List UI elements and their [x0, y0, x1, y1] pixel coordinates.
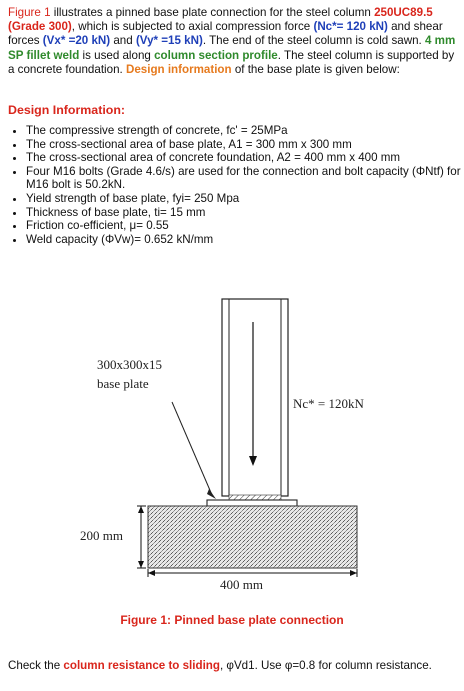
width-label: 400 mm	[220, 577, 263, 592]
list-item: • Four M16 bolts (Grade 4.6/s) are used for the connection and bolt capacity (ΦNtf) for M16 bolt is 50.2kN.	[26, 165, 464, 192]
intro-text-2: , which is subjected to axial compression force	[71, 20, 314, 34]
list-item: • Yield strength of base plate, fyi= 250 Mpa	[26, 192, 464, 206]
design-info-list	[8, 124, 464, 246]
section-profile: column section profile	[154, 48, 278, 62]
intro-text-4: and	[110, 34, 136, 48]
base-plate-diagram	[0, 292, 464, 612]
design-info-heading: Design Information:	[8, 103, 126, 117]
base-plate	[207, 500, 297, 506]
intro-text-7: . The steel column is supported by a concrete foundation.	[8, 48, 455, 76]
figure-reference: Figure 1	[8, 6, 51, 19]
list-item: • The cross-sectional area of base plate, A1 = 300 mm x 300 mm	[26, 138, 464, 152]
figure-caption: Figure 1: Pinned base plate connection	[120, 613, 344, 627]
shear-y-value: (Vy* =15 kN)	[135, 34, 203, 48]
force-label: Nc* = 120kN	[293, 396, 364, 411]
intro-text-1: illustrates a pinned base plate connection for the steel column	[50, 6, 375, 19]
intro-text-6: is used along	[79, 48, 155, 62]
height-dimension	[137, 506, 146, 568]
question-highlight: column resistance to sliding	[63, 659, 220, 672]
axial-force-value: (Nc*= 120 kN)	[313, 20, 388, 34]
question-text	[8, 659, 456, 673]
weld-description: 4 mm SP fillet weld	[8, 34, 456, 62]
list-item: • The cross-sectional area of concrete foundation, A2 = 400 mm x 400 mm	[26, 151, 464, 165]
concrete-foundation	[148, 506, 357, 568]
list-item: • Thickness of base plate, ti= 15 mm	[26, 206, 464, 220]
steel-column	[222, 299, 288, 496]
shear-x-value: (Vx* =20 kN)	[42, 34, 111, 48]
intro-text-8: of the base plate is given below:	[231, 62, 400, 76]
plate-label-line1: 300x300x15	[97, 357, 162, 372]
width-dimension	[148, 569, 357, 577]
height-label: 200 mm	[80, 528, 123, 543]
intro-text-3: and shear forces	[8, 20, 443, 48]
list-item: • Weld capacity (ΦVw)= 0.652 kN/mm	[26, 233, 464, 247]
figure-diagram	[0, 292, 464, 612]
leader-arrowhead	[207, 489, 216, 499]
list-item: • The compressive strength of concrete, fc' = 25MPa	[26, 124, 464, 138]
question-text-1: Check the	[8, 659, 64, 672]
intro-paragraph	[8, 6, 456, 77]
design-info-reference: Design information	[125, 62, 232, 76]
question-text-2: , φVd1. Use φ=0.8 for column resistance.	[219, 659, 432, 672]
column-section: 250UC89.5 (Grade 300)	[8, 6, 433, 34]
plate-leader-line	[172, 402, 212, 495]
plate-label-line2: base plate	[97, 376, 149, 391]
intro-text-5: . The end of the steel column is cold sawn.	[202, 34, 425, 48]
weld-hatch	[229, 495, 281, 500]
list-item: • Friction co-efficient, μ= 0.55	[26, 219, 464, 233]
